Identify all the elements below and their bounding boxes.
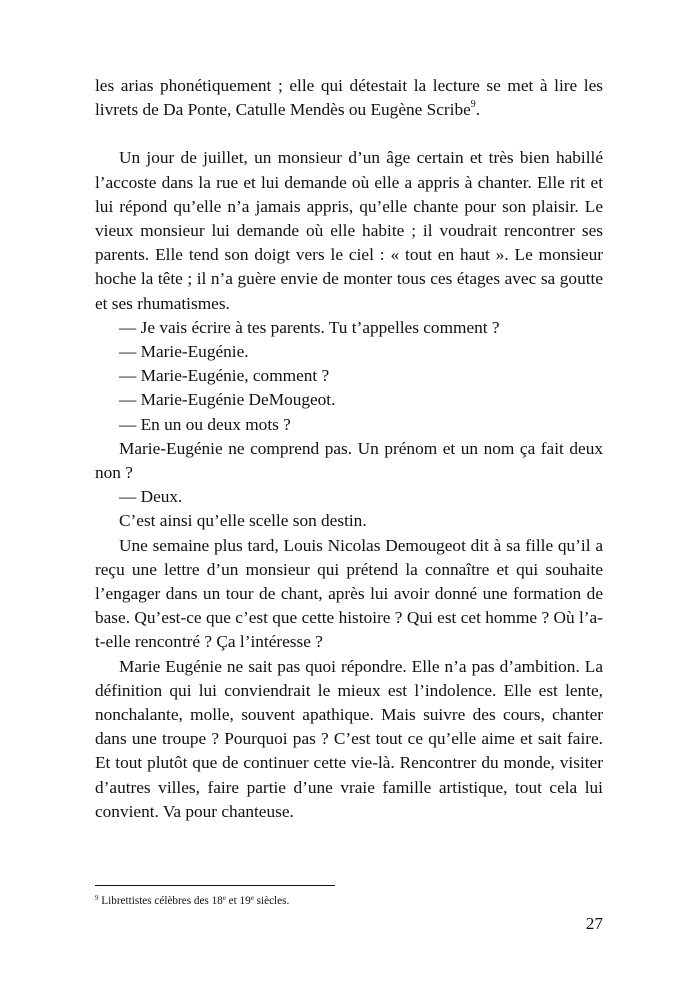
- paragraph: Marie-Eugénie ne comprend pas. Un prénom et un nom ça fait deux non ?: [95, 438, 603, 483]
- dialogue-line: — En un ou deux mots ?: [119, 414, 291, 434]
- body-text: [95, 74, 603, 824]
- footnote-divider: [95, 885, 335, 886]
- dialogue-line: — Je vais écrire à tes parents. Tu t’appelles comment ?: [119, 317, 500, 337]
- paragraph-text: les arias phonétiquement ; elle qui détestait la lecture se met à lire les livrets de Da Ponte, Catulle Mendès ou Eugène Scribe: [95, 76, 603, 120]
- footnote-marker: 9: [95, 894, 99, 902]
- paragraph-text: .: [475, 100, 481, 120]
- dialogue-line: — Deux.: [119, 487, 183, 507]
- ordinal-suffix: e: [222, 894, 226, 902]
- dialogue-line: — Marie-Eugénie DeMougeot.: [119, 390, 336, 410]
- footnote-reference: 9: [470, 99, 476, 111]
- ordinal-suffix: e: [250, 894, 254, 902]
- footnote-text: siècles.: [253, 895, 290, 907]
- paragraph: [95, 74, 603, 122]
- dialogue-line: — Marie-Eugénie, comment ?: [119, 366, 330, 386]
- paragraph: C’est ainsi qu’elle scelle son destin.: [119, 511, 367, 531]
- page-number: 27: [585, 914, 603, 933]
- footnote-text: et 19: [225, 895, 251, 907]
- footnote-text: Librettistes célèbres des 18: [98, 895, 223, 907]
- paragraph: Marie Eugénie ne sait pas quoi répondre. Elle n’a pas d’ambition. La définition qui lui conviendrait le mieux est l’indolence. Elle est lente, nonchalante, molle, souvent apathique. Mais suivre des cours, chanter dans une troupe ? Pourquoi pas ? C’est tout ce qu’elle aime et sait faire. Et tout plutôt que de continuer cette vie-là. Rencontrer du monde, visiter d’autres villes, faire partie d’une vraie famille artistique, tout cela lui convient. Va pour chanteuse.: [95, 656, 603, 821]
- paragraph: Une semaine plus tard, Louis Nicolas Demougeot dit à sa fille qu’il a reçu une lettre d’un monsieur qui prétend la connaître et qui souhaite l’engager dans un tour de chant, après lui avoir donné une formation de base. Qu’est-ce que c’est que cette histoire ? Qui est cet homme ? Où l’a-t-elle rencontré ? Ça l’intéresse ?: [95, 535, 603, 652]
- paragraph: Un jour de juillet, un monsieur d’un âge certain et très bien habillé l’accoste dans la rue et lui demande où elle a appris à chanter. Elle rit et lui répond qu’elle n’a jamais appris, qu’elle chante pour son plaisir. Le vieux monsieur lui demande où elle habite ; il voudrait rencontrer ses parents. Elle tend son doigt vers le ciel : « tout en haut ». Le monsieur hoche la tête ; il n’a guère envie de monter tous ces étages avec sa goutte et ses rhumatismes.: [95, 148, 603, 313]
- footnote: [95, 894, 603, 908]
- dialogue-line: — Marie-Eugénie.: [119, 342, 249, 362]
